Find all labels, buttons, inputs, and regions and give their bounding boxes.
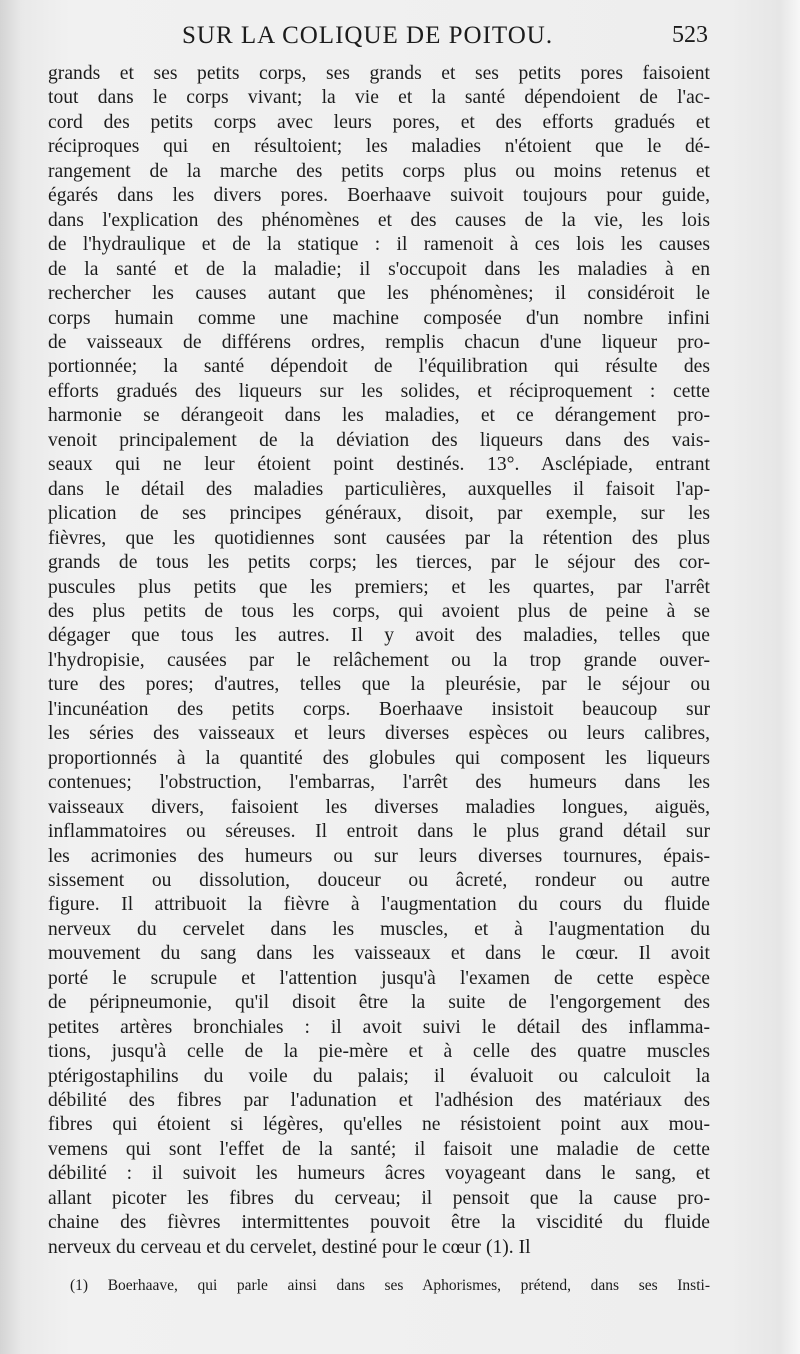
text-line: venoit principalement de la déviation des liqueurs dans des vais- <box>48 429 710 451</box>
text-line: corps humain comme une machine composée d'un nombre infini <box>48 307 710 329</box>
footnote: (1) Boerhaave, qui parle ainsi dans ses Aphorismes, prétend, dans ses Insti- <box>70 1277 710 1294</box>
text-line: allant picoter les fibres du cerveau; il pensoit que la cause pro- <box>48 1187 710 1209</box>
text-line: puscules plus petits que les premiers; et les quartes, par l'arrêt <box>48 576 710 598</box>
text-line: l'incunéation des petits corps. Boerhaave insistoit beaucoup sur <box>48 698 710 720</box>
text-line: de l'hydraulique et de la statique : il ramenoit à ces lois les causes <box>48 234 710 256</box>
text-line: harmonie se dérangeoit dans les maladies, et ce dérangement pro- <box>48 405 710 427</box>
text-line: portionnée; la santé dépendoit de l'équilibration qui résulte des <box>48 356 710 378</box>
text-line: de vaisseaux de différens ordres, remplis chacun d'une liqueur pro- <box>48 331 710 353</box>
text-line: grands et ses petits corps, ses grands et ses petits pores faisoient <box>48 63 710 84</box>
text-line: des plus petits de tous les corps, qui avoient plus de peine à se <box>48 600 710 622</box>
text-line: mouvement du sang dans les vaisseaux et dans le cœur. Il avoit <box>48 943 710 965</box>
text-line: de péripneumonie, qu'il disoit être la suite de l'engorgement des <box>48 992 710 1014</box>
text-line: proportionnés à la quantité des globules qui composent les liqueurs <box>48 747 710 769</box>
text-line: grands de tous les petits corps; les tierces, par le séjour des cor- <box>48 552 710 574</box>
text-line: tions, jusqu'à celle de la pie-mère et à celle des quatre muscles <box>48 1041 710 1063</box>
page-number: 523 <box>672 22 708 48</box>
text-line: porté le scrupule et l'attention jusqu'à l'examen de cette espèce <box>48 967 710 989</box>
text-line: ture des pores; d'autres, telles que la pleurésie, par le séjour ou <box>48 674 710 696</box>
text-line: l'hydropisie, causées par le relâchement ou la trop grande ouver- <box>48 649 710 671</box>
text-line: plication de ses principes généraux, disoit, par exemple, sur les <box>48 503 710 525</box>
text-line: petites artères bronchiales : il avoit suivi le détail des inflamma- <box>48 1016 710 1038</box>
text-line: dans le détail des maladies particulières, auxquelles il faisoit l'ap- <box>48 478 710 500</box>
text-line: seaux qui ne leur étoient point destinés. 13°. Asclépiade, entrant <box>48 454 710 476</box>
text-line: rechercher les causes autant que les phénomènes; il considéroit le <box>48 283 710 305</box>
running-title: SUR LA COLIQUE DE POITOU. <box>182 22 554 49</box>
text-line: nerveux du cerveau et du cervelet, destiné pour le cœur (1). Il <box>48 1236 531 1258</box>
text-line: réciproques qui en résultoient; les maladies n'étoient que le dé- <box>48 136 710 158</box>
text-line: sissement ou dissolution, douceur ou âcreté, rondeur ou autre <box>48 869 710 891</box>
text-line: débilité : il suivoit les humeurs âcres voyageant dans le sang, et <box>48 1163 710 1185</box>
page-header <box>48 22 708 58</box>
text-line: contenues; l'obstruction, l'embarras, l'arrêt des humeurs dans les <box>48 772 710 794</box>
text-line: inflammatoires ou séreuses. Il entroit dans le plus grand détail sur <box>48 821 710 843</box>
text-line: ptérigostaphilins du voile du palais; il évaluoit ou calculoit la <box>48 1065 710 1087</box>
body-text <box>48 62 710 1260</box>
text-line: débilité des fibres par l'adunation et l'adhésion des matériaux des <box>48 1090 710 1112</box>
text-line: les acrimonies des humeurs ou sur leurs diverses tournures, épais- <box>48 845 710 867</box>
text-line: efforts gradués des liqueurs sur les solides, et réciproquement : cette <box>48 380 710 402</box>
text-line: fièvres, que les quotidiennes sont causées par la rétention des plus <box>48 527 710 549</box>
text-line: de la santé et de la maladie; il s'occupoit dans les maladies à en <box>48 258 710 280</box>
text-line: chaine des fièvres intermittentes pouvoit être la viscidité du fluide <box>48 1212 710 1234</box>
text-line: égarés dans les divers pores. Boerhaave suivoit toujours pour guide, <box>48 185 710 207</box>
text-line: les séries des vaisseaux et leurs diverses espèces ou leurs calibres, <box>48 723 710 745</box>
text-line: cord des petits corps avec leurs pores, et des efforts gradués et <box>48 111 710 133</box>
text-line: nerveux du cervelet dans les muscles, et à l'augmentation du <box>48 918 710 940</box>
text-line: figure. Il attribuoit la fièvre à l'augmentation du cours du fluide <box>48 894 710 916</box>
text-line: vaisseaux divers, faisoient les diverses maladies longues, aiguës, <box>48 796 710 818</box>
text-line: fibres qui étoient si légères, qu'elles ne résistoient point aux mou- <box>48 1114 710 1136</box>
text-line: vemens qui sont l'effet de la santé; il faisoit une maladie de cette <box>48 1138 710 1160</box>
text-line: tout dans le corps vivant; la vie et la santé dépendoient de l'ac- <box>48 87 710 109</box>
text-line: rangement de la marche des petits corps plus ou moins retenus et <box>48 160 710 182</box>
text-line: dans l'explication des phénomènes et des causes de la vie, les lois <box>48 209 710 231</box>
text-line: dégager que tous les autres. Il y avoit des maladies, telles que <box>48 625 710 647</box>
